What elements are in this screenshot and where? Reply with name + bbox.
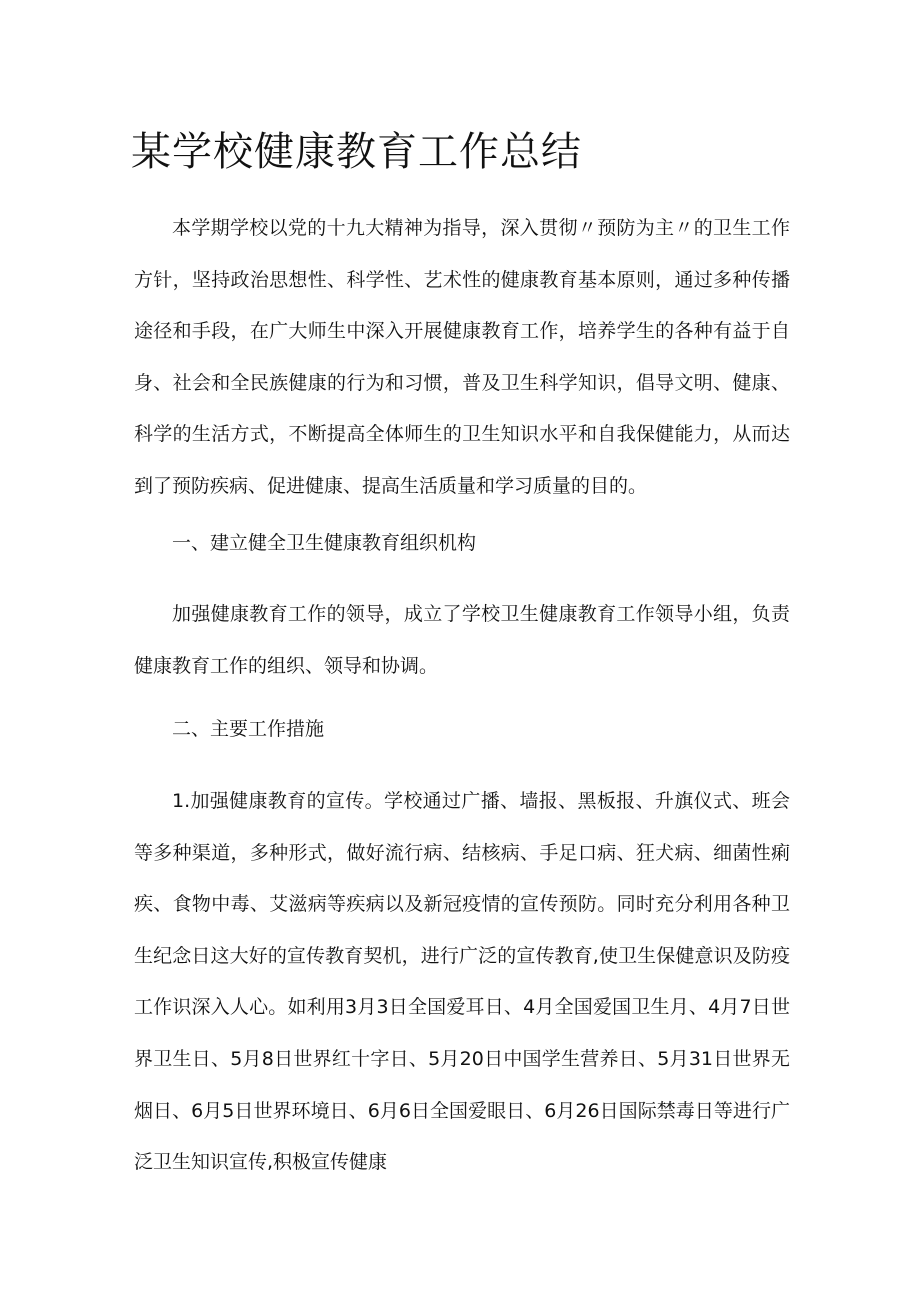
organization-paragraph: 加强健康教育工作的领导，成立了学校卫生健康教育工作领导小组，负责健康教育工作的组织、领导和协调。: [134, 603, 790, 677]
document-title: 某学校健康教育工作总结: [131, 129, 582, 175]
section-heading-organization: 一、建立健全卫生健康教育组织机构: [172, 532, 477, 554]
section-heading-measures: 二、主要工作措施: [172, 718, 325, 740]
measures-item-1-paragraph: 1.加强健康教育的宣传。学校通过广播、墙报、黑板报、升旗仪式、班会等多种渠道，多种形式，做好流行病、结核病、手足口病、狂犬病、细菌性痢疾、食物中毒、艾滋病等疾病以及新冠疫情的宣传预防。同时充分利用各种卫生纪念日这大好的宣传教育契机，进行广泛的宣传教育,使卫生保健意识及防疫工作识深入人心。如利用3月3日全国爱耳日、4月全国爱国卫生月、4月7日世界卫生日、5月8日世界红十字日、5月20日中国学生营养日、5月31日世界无烟日、6月5日世界环境日、6月6日全国爱眼日、6月26日国际禁毒日等进行广泛卫生知识宣传,积极宣传健康: [134, 790, 790, 1174]
intro-paragraph: 本学期学校以党的十九大精神为指导，深入贯彻〃预防为主〃的卫生工作方针，坚持政治思想性、科学性、艺术性的健康教育基本原则，通过多种传播途径和手段，在广大师生中深入开展健康教育工作，培养学生的各种有益于自身、社会和全民族健康的行为和习惯，普及卫生科学知识，倡导文明、健康、科学的生活方式，不断提高全体师生的卫生知识水平和自我保健能力，从而达到了预防疾病、促进健康、提高生活质量和学习质量的目的。: [134, 217, 790, 497]
